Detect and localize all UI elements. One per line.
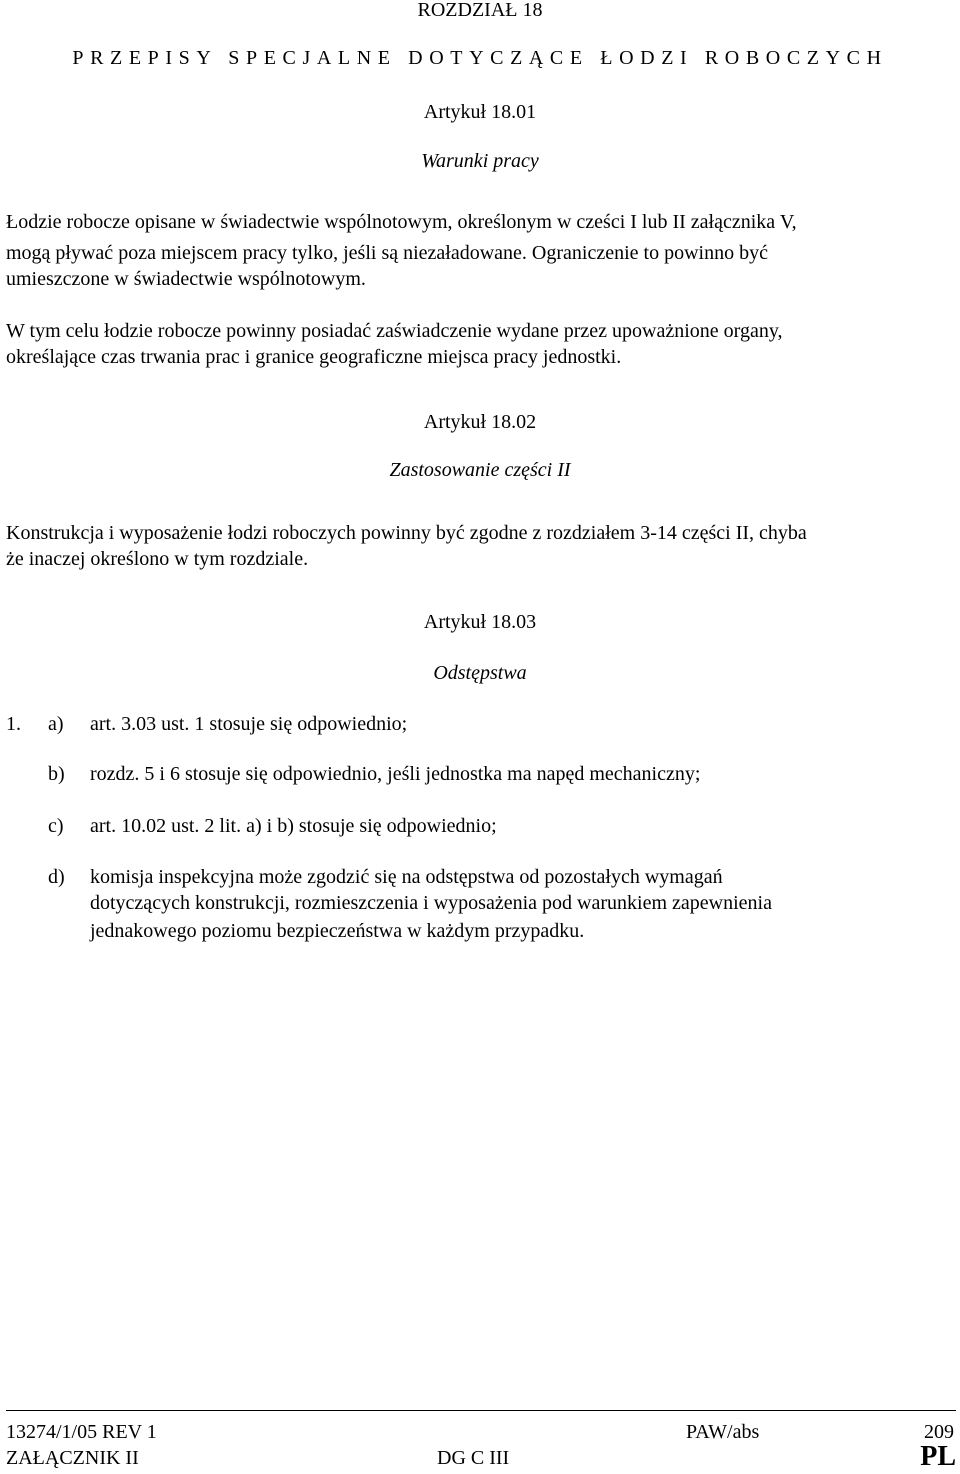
list-item-text: jednakowego poziomu bezpieczeństwa w każdym przypadku. bbox=[90, 920, 585, 942]
list-item-text: dotyczących konstrukcji, rozmieszczenia i wyposażenia pod warunkiem zapewnienia bbox=[90, 892, 772, 914]
footer-rule bbox=[6, 1410, 956, 1411]
article-number: Artykuł 18.03 bbox=[423, 611, 537, 633]
footer-author: PAW/abs bbox=[686, 1421, 760, 1443]
article-number: Artykuł 18.01 bbox=[423, 101, 537, 123]
article-number: Artykuł 18.02 bbox=[423, 411, 537, 433]
footer-page-number: 209 bbox=[924, 1421, 954, 1443]
article-heading: Warunki pracy bbox=[421, 150, 539, 172]
list-item-text: art. 3.03 ust. 1 stosuje się odpowiednio; bbox=[90, 713, 408, 735]
paragraph-line: Łodzie robocze opisane w świadectwie wspólnotowym, określonym w cześci I lub II załącznika V, bbox=[6, 211, 797, 233]
article-heading: Odstępstwa bbox=[433, 662, 527, 684]
paragraph-line: że inaczej określono w tym rozdziale. bbox=[6, 548, 309, 570]
list-item-text: rozdz. 5 i 6 stosuje się odpowiednio, jeśli jednostka ma napęd mechaniczny; bbox=[90, 763, 701, 785]
list-item-label: a) bbox=[48, 713, 64, 735]
article-heading: Zastosowanie części II bbox=[389, 459, 571, 481]
footer-doc-ref: 13274/1/05 REV 1 bbox=[6, 1421, 157, 1443]
paragraph-line: W tym celu łodzie robocze powinny posiadać zaświadczenie wydane przez upoważnione organy, bbox=[6, 320, 783, 342]
paragraph-line: mogą pływać poza miejscem pracy tylko, jeśli są niezaładowane. Ograniczenie to powinno być bbox=[6, 242, 768, 264]
list-number: 1. bbox=[6, 713, 21, 735]
list-item-label: b) bbox=[48, 763, 65, 785]
footer-dg: DG C III bbox=[437, 1447, 510, 1469]
chapter-title: ROZDZIAŁ 18 bbox=[417, 0, 543, 21]
paragraph-line: Konstrukcja i wyposażenie łodzi roboczych powinny być zgodne z rozdziałem 3-14 części II, chyba bbox=[6, 522, 807, 544]
footer-language-code: PL bbox=[920, 1441, 956, 1472]
list-item-label: c) bbox=[48, 815, 64, 837]
paragraph-line: określające czas trwania prac i granice geograficzne miejsca pracy jednostki. bbox=[6, 346, 622, 368]
chapter-subtitle: PRZEPISY SPECJALNE DOTYCZĄCE ŁODZI ROBOCZYCH bbox=[72, 47, 888, 69]
list-item-text: komisja inspekcyjna może zgodzić się na odstępstwa od pozostałych wymagań bbox=[90, 866, 723, 888]
list-item-text: art. 10.02 ust. 2 lit. a) i b) stosuje się odpowiednio; bbox=[90, 815, 497, 837]
list-item-label: d) bbox=[48, 866, 65, 888]
footer-annex: ZAŁĄCZNIK II bbox=[6, 1447, 139, 1469]
paragraph-line: umieszczone w świadectwie wspólnotowym. bbox=[6, 268, 366, 290]
